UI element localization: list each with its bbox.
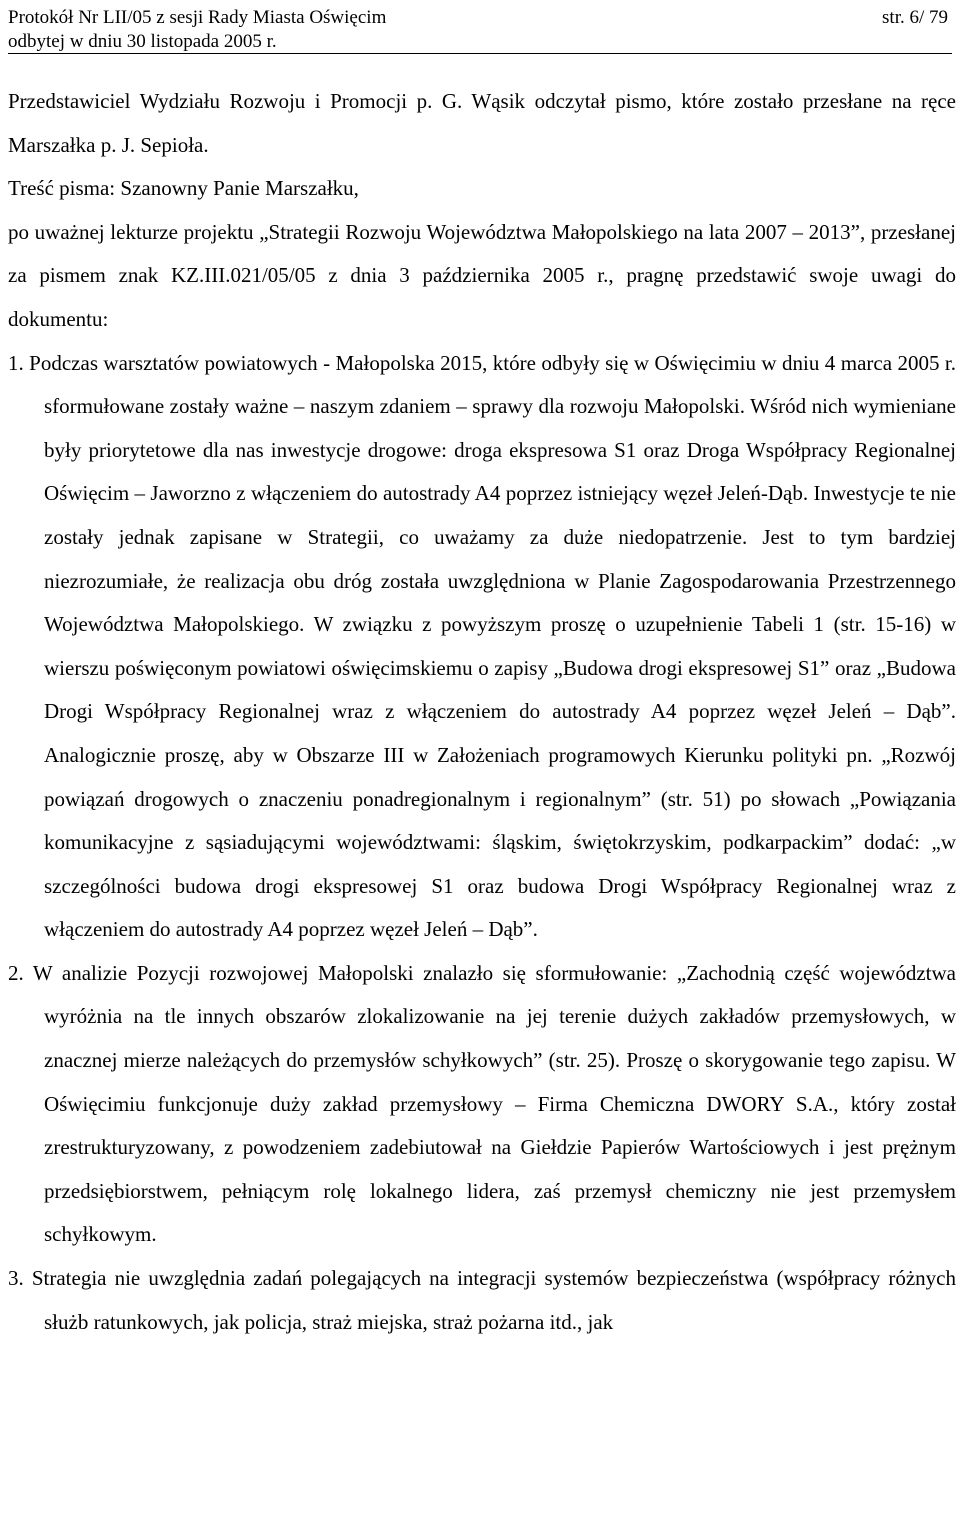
header-title: [8, 6, 386, 54]
intro-paragraph: Przedstawiciel Wydziału Rozwoju i Promocji p. G. Wąsik odczytał pismo, które zostało przesłane na ręce Marszałka p. J. Sepioła.: [8, 89, 956, 157]
letter-opening: Treść pisma: Szanowny Panie Marszałku,: [8, 176, 359, 201]
point-1: 1. Podczas warsztatów powiatowych - Małopolska 2015, które odbyły się w Oświęcimiu w dniu 4 marca 2005 r. sformułowane zostały ważne – naszym zdaniem – sprawy dla rozwoju Małopolski. Wśród nich wymieniane były priorytetowe dla nas inwestycje drogowe: droga ekspresowa S1 oraz Droga Współpracy Regionalnej Oświęcim – Jaworzno z włączeniem do autostrady A4 poprzez istniejący węzeł Jeleń-Dąb. Inwestycje te nie zostały jednak zapisane w Strategii, co uważamy za duże niedopatrzenie. Jest to tym bardziej niezrozumiałe, że realizacja obu dróg została uwzględniona w Planie Zagospodarowania Przestrzennego Województwa Małopolskiego. W związku z powyższym proszę o uzupełnienie Tabeli 1 (str. 15-16) w wierszu poświęconym powiatowi oświęcimskiemu o zapisy „Budowa drogi ekspresowej S1” oraz „Budowa Drogi Współpracy Regionalnej wraz z włączeniem do autostrady A4 poprzez węzeł Jeleń – Dąb”. Analogicznie proszę, aby w Obszarze III w Założeniach programowych Kierunku polityki pn. „Rozwój powiązań drogowych o znaczeniu ponadregionalnym i regionalnym” (str. 51) po słowach „Powiązania komunikacyjne z sąsiadującymi województwami: śląskim, świętokrzyskim, podkarpackim” dodać: „w szczególności budowa drogi ekspresowej S1 oraz budowa Drogi Współpracy Regionalnej wraz z włączeniem do autostrady A4 poprzez węzeł Jeleń – Dąb”.: [8, 350, 956, 942]
page-header: [8, 6, 952, 54]
point-2: 2. W analizie Pozycji rozwojowej Małopolski znalazło się sformułowanie: „Zachodnią część województwa wyróżnia na tle innych obszarów zlokalizowanie na jej terenie dużych zakładów przemysłowych, w znacznej mierze należących do przemysłów schyłkowych” (str. 25). Proszę o skorygowanie tego zapisu. W Oświęcimiu funkcjonuje duży zakład przemysłowy – Firma Chemiczna DWORY S.A., który został zrestrukturyzowany, z powodzeniem zadebiutował na Giełdzie Papierów Wartościowych i jest prężnym przedsiębiorstwem, pełniącym rolę lokalnego lidera, zaś przemysł chemiczny nie jest przemysłem schyłkowym.: [8, 960, 956, 1247]
letter-intro-paragraph: po uważnej lekturze projektu „Strategii Rozwoju Województwa Małopolskiego na lata 2007 – 2013”, przesłanej za pismem znak KZ.III.021/05/05 z dnia 3 października 2005 r., pragnę przedstawić swoje uwagi do dokumentu:: [8, 219, 956, 331]
header-divider: [8, 53, 952, 54]
point-3: 3. Strategia nie uwzględnia zadań polegających na integracji systemów bezpieczeństwa (współpracy różnych służb ratunkowych, jak policja, straż miejska, straż pożarna itd., jak: [8, 1266, 956, 1334]
header-title-line2: odbytej w dniu 30 listopada 2005 r.: [8, 31, 277, 52]
page-number: str. 6/ 79: [882, 7, 948, 28]
header-title-line1: Protokół Nr LII/05 z sesji Rady Miasta Oświęcim: [8, 7, 387, 28]
document-body: [8, 80, 956, 1344]
